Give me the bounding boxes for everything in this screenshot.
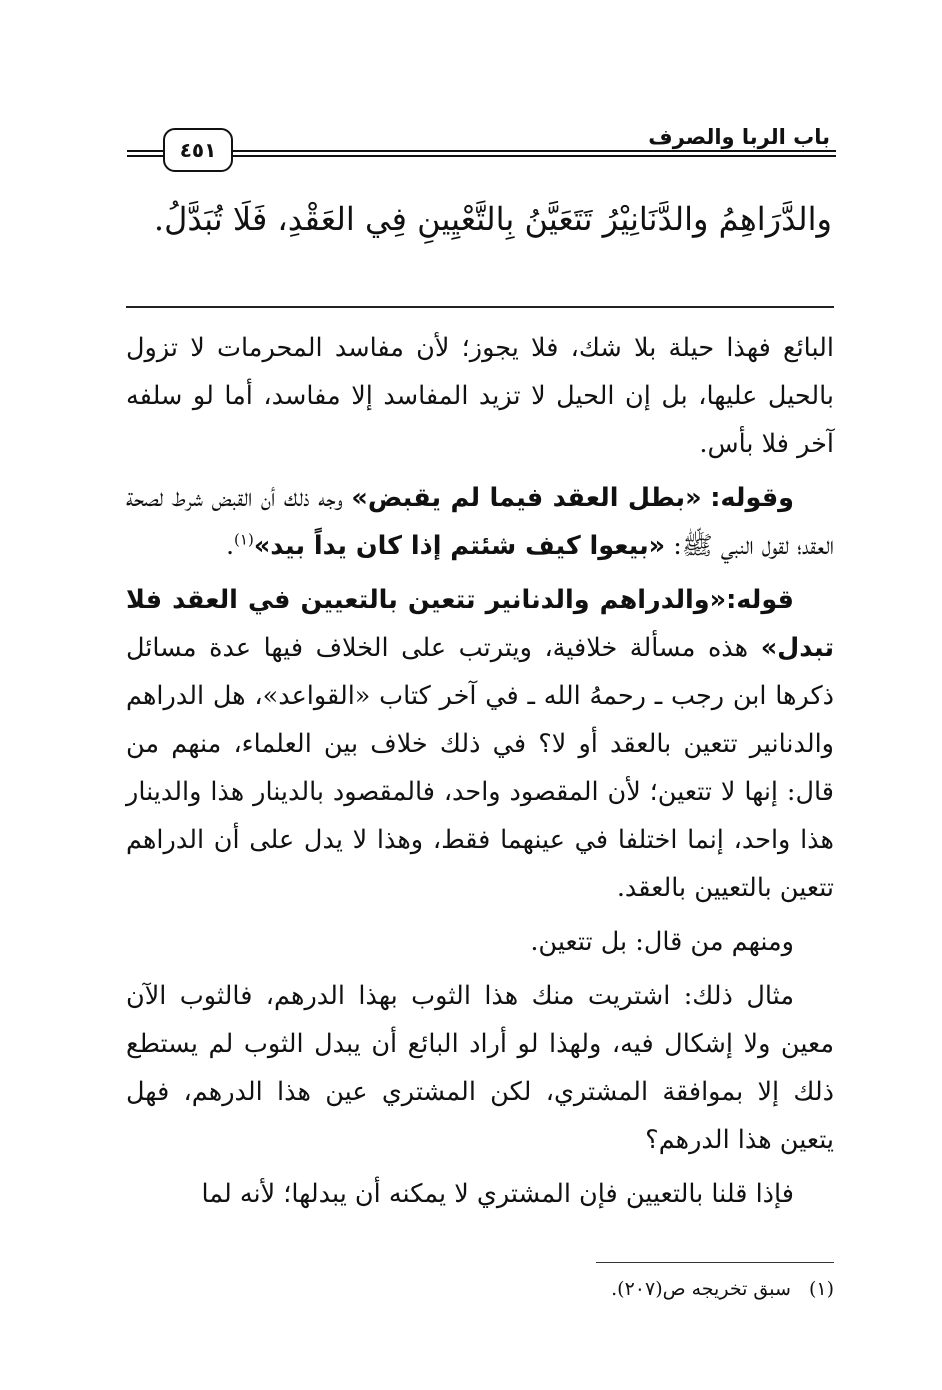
commentary-paragraph-3 [126,576,834,912]
quote-label: وقوله: [710,483,795,513]
paragraph-text: وجه ذلك أن القبض شرط لصحة العقد؛ لقول النبي ﷺ: [126,483,834,561]
matn-separator [126,306,834,308]
commentary-paragraph-5: مثال ذلك: اشتريت منك هذا الثوب بهذا الدرهم، فالثوب الآن معين ولا إشكال فيه، ولهذا لو أراد البائع أن يبدل الثوب لم يستطع ذلك إلا بموافقة المشتري، لكن المشتري عين هذا الدرهم، فهل يتعين هذا الدرهم؟ [126,981,834,1155]
footnote [126,1274,834,1304]
footnote-marker: (١) [808,1278,834,1300]
chapter-title: باب الربا والصرف [648,125,830,149]
commentary-paragraph-1: البائع فهذا حيلة بلا شك، فلا يجوز؛ لأن مفاسد المحرمات لا تزول بالحيل عليها، بل إن الحيل لا تزيد المفاسد إلا مفاسد، أما لو سلفه آخر فلا بأس. [126,333,834,459]
footnote-reference[interactable]: (١) [234,530,254,549]
quote-label: قوله: [726,585,794,615]
paragraph-end: . [225,531,235,561]
page-number: ٤٥١ [163,128,233,172]
footnote-text: سبق تخريجه ص(٢٠٧). [611,1278,791,1300]
quoted-matn: «بطل العقد فيما لم يقبض» [351,483,702,513]
quoted-matn: «والدراهم والدنانير تتعين بالتعيين في العقد فلا تبدل» [126,585,835,663]
commentary-paragraph-2 [126,474,834,570]
paragraph-text: هذه مسألة خلافية، ويترتب على الخلاف فيها عدة مسائل ذكرها ابن رجب ـ رحمهُ الله ـ في آخر كتاب «القواعد»، هل الدراهم والدنانير تتعين بالعقد أو لا؟ في ذلك خلاف بين العلماء، منهم من قال: إنها لا تتعين؛ لأن المقصود واحد، فالمقصود بالدينار هذا والدينار هذا واحد، إنما اختلفا في عينهما فقط، وهذا لا يدل على أن الدراهم تتعين بالتعيين بالعقد. [126,633,834,903]
matn-text: والدَّرَاهِمُ والدَّنَانِيْرُ تَتَعَيَّنُ بِالتَّعْيِينِ فِي العَقْدِ، فَلَا تُبَدَّلُ. [153,200,832,238]
footnote-rule [596,1262,834,1263]
commentary-paragraph-6: فإذا قلنا بالتعيين فإن المشتري لا يمكنه أن يبدلها؛ لأنه لما [201,1179,794,1209]
commentary-paragraph-4: ومنهم من قال: بل تتعين. [530,927,794,957]
hadith-quote: «بيعوا كيف شئتم إذا كان يداً بيد» [253,531,666,561]
commentary [126,324,834,1224]
header-double-rule-left [127,150,165,157]
header-double-rule [232,150,836,157]
